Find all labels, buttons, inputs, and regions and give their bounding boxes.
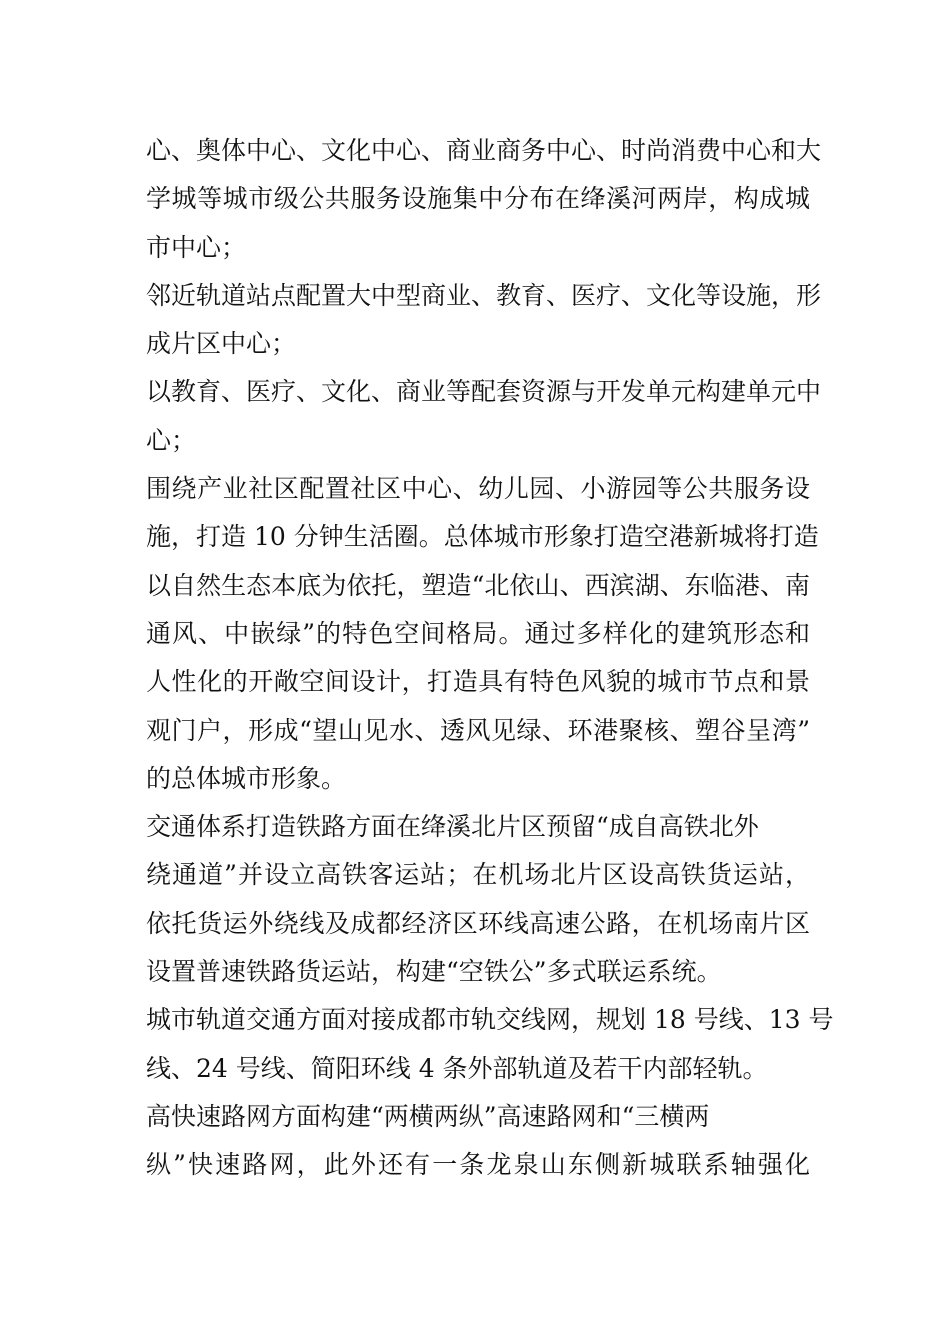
text-line: 交通体系打造铁路方面在绛溪北片区预留“成自高铁北外 bbox=[146, 812, 759, 842]
text-line: 以自然生态本底为依托，塑造“北依山、西滨湖、东临港、南 bbox=[146, 570, 810, 600]
text-line: 城市轨道交通方面对接成都市轨交线网，规划 18 号线、13 号 bbox=[146, 1005, 834, 1035]
text-line: 通风、中嵌绿”的特色空间格局。通过多样化的建筑形态和 bbox=[146, 618, 810, 648]
text-line: 心、奥体中心、文化中心、商业商务中心、时尚消费中心和大 bbox=[146, 136, 822, 165]
text-line: 以教育、医疗、文化、商业等配套资源与开发单元构建单元中 bbox=[146, 377, 822, 407]
text-line: 纵”快速路网，此外还有一条龙泉山东侧新城联系轴强化 bbox=[146, 1150, 810, 1180]
document-body bbox=[146, 127, 834, 1190]
text-line: 邻近轨道站点配置大中型商业、教育、医疗、文化等设施，形 bbox=[146, 280, 822, 310]
text-line: 绕通道”并设立高铁客运站；在机场北片区设高铁货运站， bbox=[146, 860, 810, 890]
text-line: 成片区中心； bbox=[146, 329, 297, 359]
text-line: 设置普速铁路货运站，构建“空铁公”多式联运系统。 bbox=[146, 957, 722, 987]
text-line: 人性化的开敞空间设计，打造具有特色风貌的城市节点和景 bbox=[146, 667, 810, 697]
text-line: 线、24 号线、简阳环线 4 条外部轨道及若干内部轻轨。 bbox=[146, 1053, 768, 1083]
text-line: 市中心； bbox=[146, 232, 247, 262]
text-line: 高快速路网方面构建“两横两纵”高速路网和“三横两 bbox=[146, 1101, 710, 1131]
text-line: 依托货运外绕线及成都经济区环线高速公路，在机场南片区 bbox=[146, 908, 810, 938]
text-line: 围绕产业社区配置社区中心、幼儿园、小游园等公共服务设 bbox=[146, 474, 810, 504]
text-line: 观门户，形成“望山见水、透风见绿、环港聚核、塑谷呈湾” bbox=[146, 715, 810, 745]
text-line: 的总体城市形象。 bbox=[146, 763, 347, 793]
text-line: 施，打造 10 分钟生活圈。总体城市形象打造空港新城将打造 bbox=[146, 522, 819, 552]
text-line: 学城等城市级公共服务设施集中分布在绛溪河两岸，构成城 bbox=[146, 184, 810, 214]
text-line: 心； bbox=[146, 425, 197, 455]
